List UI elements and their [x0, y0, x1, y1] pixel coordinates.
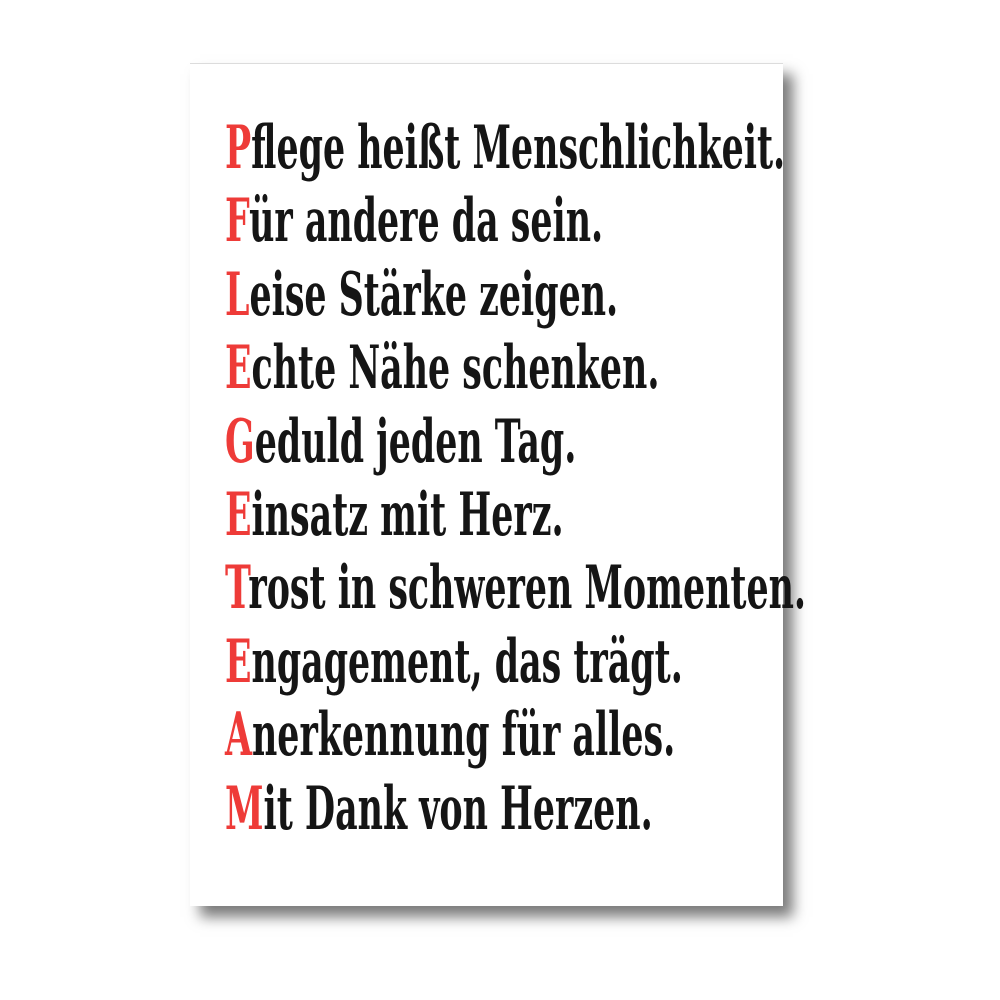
acrostic-initial: E — [225, 333, 252, 404]
poem-line — [225, 406, 577, 479]
poem-line-text: eduld jeden Tag. — [254, 406, 577, 477]
poem-line — [225, 479, 564, 552]
poem-line — [225, 699, 676, 772]
acrostic-initial: M — [225, 773, 264, 844]
acrostic-initial: E — [225, 626, 252, 697]
poem-line — [225, 259, 619, 332]
poem-line-text: rost in schweren Momenten. — [248, 553, 807, 624]
acrostic-poem — [225, 112, 807, 846]
poem-line — [225, 112, 786, 185]
poem-line-text: nerkennung für alles. — [252, 700, 676, 771]
poem-line — [225, 185, 604, 258]
poem-line-text: ngagement, das trägt. — [251, 626, 683, 697]
acrostic-initial: L — [225, 259, 250, 330]
acrostic-initial: G — [225, 406, 255, 477]
poem-line-text: flege heißt Menschlichkeit. — [251, 113, 786, 183]
acrostic-initial: P — [225, 113, 252, 183]
poem-line — [225, 552, 807, 625]
acrostic-initial: F — [225, 186, 250, 257]
poem-line-text: insatz mit Herz. — [251, 479, 564, 550]
poem-line-text: chte Nähe schenken. — [251, 333, 660, 404]
poster-card — [190, 63, 807, 906]
acrostic-initial: T — [225, 553, 249, 624]
acrostic-initial: A — [225, 700, 253, 771]
poem-line-text: ür andere da sein. — [249, 186, 604, 257]
poem-line — [225, 626, 683, 699]
poem-line-text: it Dank von Herzen. — [263, 773, 653, 844]
poem-line — [225, 773, 653, 846]
poem-line-text: eise Stärke zeigen. — [249, 259, 619, 330]
poem-line — [225, 332, 660, 405]
acrostic-initial: E — [225, 479, 252, 550]
